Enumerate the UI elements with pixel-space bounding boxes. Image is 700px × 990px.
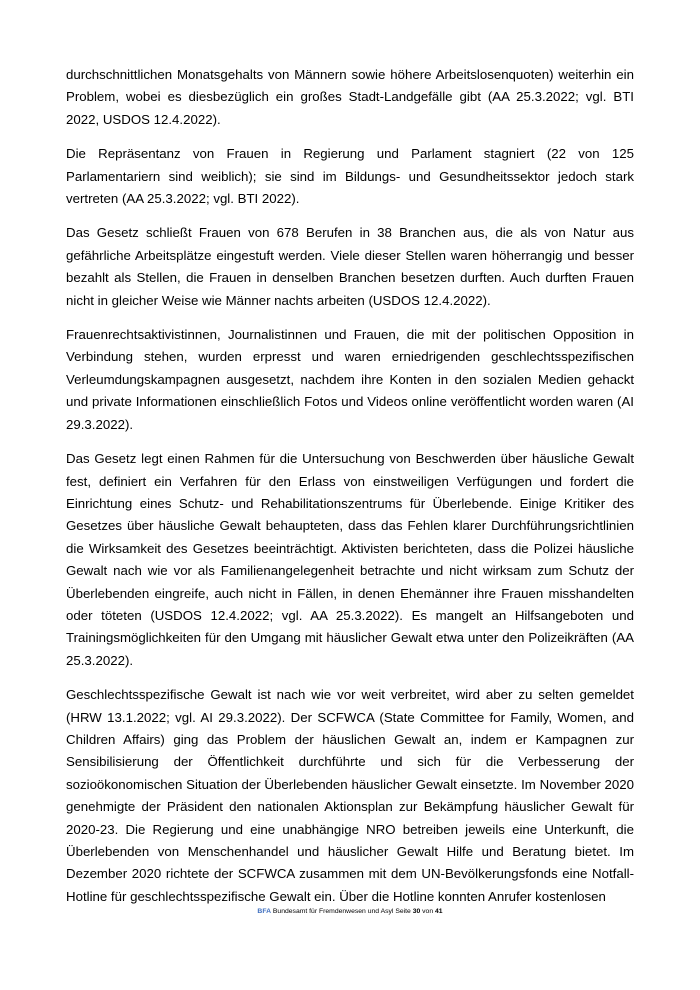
footer-page-separator: von	[422, 908, 434, 915]
footer-page-label: Seite	[395, 908, 411, 915]
footer-agency-name: Bundesamt für Fremdenwesen und Asyl	[272, 908, 394, 915]
paragraph: Das Gesetz legt einen Rahmen für die Untersuchung von Beschwerden über häusliche Gewalt fest, definiert ein Verfahren für den Erlass von einstweiligen Verfügungen und fordert die Einrichtung eines Schutz- und Rehabilitationszentrums für Überlebende. Einige Kritiker des Gesetzes über häusliche Gewalt behaupteten, dass das Fehlen klarer Durchführungsrichtlinien die Wirksamkeit des Gesetzes beeinträchtigt. Aktivisten berichteten, dass die Polizei häusliche Gewalt nach wie vor als Familienangelegenheit betrachte und nicht wirksam zum Schutz der Überlebenden eingreife, auch nicht in Fällen, in denen Ehemänner ihre Frauen misshandelten oder töteten (USDOS 12.4.2022; vgl. AA 25.3.2022). Es mangelt an Hilfsangeboten und Trainingsmöglichkeiten für den Umgang mit häuslicher Gewalt etwa unter den Polizeikräften (AA 25.3.2022).	[66, 451, 634, 668]
paragraph: Das Gesetz schließt Frauen von 678 Berufen in 38 Branchen aus, die als von Natur aus gefährliche Arbeitsplätze eingestuft werden. Viele dieser Stellen waren höherrangig und besser bezahlt als Stellen, die Frauen in denselben Branchen besetzen durften. Auch durften Frauen nicht in gleicher Weise wie Männer nachts arbeiten (USDOS 12.4.2022).	[66, 225, 634, 308]
document-body	[66, 64, 634, 920]
paragraph: Frauenrechtsaktivistinnen, Journalistinnen und Frauen, die mit der politischen Opposition in Verbindung stehen, wurden erpresst und waren erniedrigenden geschlechtsspezifischen Verleumdungskampagnen ausgesetzt, nachdem ihre Konten in den sozialen Medien gehackt und private Informationen einschließlich Fotos und Videos online veröffentlicht worden waren (AI 29.3.2022).	[66, 327, 634, 432]
footer-page-total: 41	[435, 908, 443, 915]
page-footer	[0, 907, 700, 917]
footer-page-current: 30	[412, 908, 421, 915]
paragraph: Geschlechtsspezifische Gewalt ist nach wie vor weit verbreitet, wird aber zu selten gemeldet (HRW 13.1.2022; vgl. AI 29.3.2022). Der SCFWCA (State Committee for Family, Women, and Children Affairs) ging das Problem der häuslichen Gewalt an, indem er Kampagnen zur Sensibilisierung der Öffentlichkeit durchführte und sich für die Verbesserung der sozioökonomischen Situation der Überlebenden häuslicher Gewalt einsetzte. Im November 2020 genehmigte der Präsident den nationalen Aktionsplan zur Bekämpfung häuslicher Gewalt für 2020-23. Die Regierung und eine unabhängige NRO betreiben jeweils eine Unterkunft, die Überlebenden von Menschenhandel und häuslicher Gewalt Hilfe und Beratung bietet. Im Dezember 2020 richtete der SCFWCA zusammen mit dem UN-Bevölkerungsfonds eine Notfall-Hotline für geschlechtsspezifische Gewalt ein. Über die Hotline konnten Anrufer kostenlosen	[66, 687, 634, 904]
paragraph: durchschnittlichen Monatsgehalts von Männern sowie höhere Arbeitslosenquoten) weiterhin ein Problem, wobei es diesbezüglich ein großes Stadt-Landgefälle gibt (AA 25.3.2022; vgl. BTI 2022, USDOS 12.4.2022).	[66, 67, 634, 127]
paragraph: Die Repräsentanz von Frauen in Regierung und Parlament stagniert (22 von 125 Parlamentariern sind weiblich); sie sind im Bildungs- und Gesundheitssektor jedoch stark vertreten (AA 25.3.2022; vgl. BTI 2022).	[66, 146, 634, 207]
bfa-logo: BFA	[257, 908, 271, 915]
